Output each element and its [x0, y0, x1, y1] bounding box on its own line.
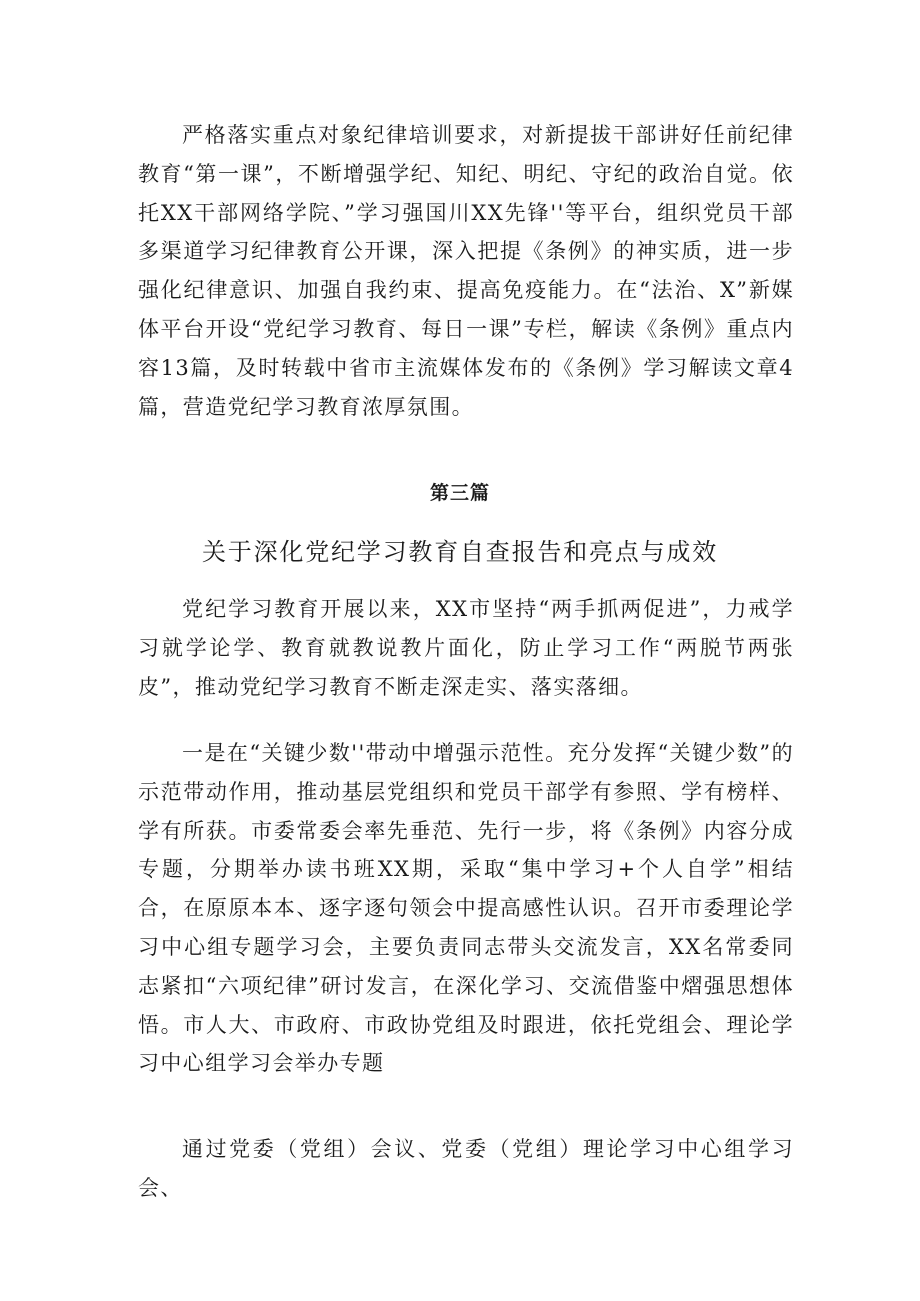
body-paragraph: 通过党委（党组）会议、党委（党组）理论学习中心组学习会、: [138, 1137, 794, 1200]
document-title: 关于深化党纪学习教育自查报告和亮点与成效: [202, 538, 718, 566]
body-paragraph: 一是在“关键少数''带动中增强示范性。充分发挥“关键少数”的示范带动作用，推动基层党组织和党员干部学有参照、学有榜样、学有所获。市委常委会率先垂范、先行一步，将《条例》内容分成专题，分期举办读书班XX期，采取“集中学习+个人自学”相结合，在原原本本、逐字逐句领会中提高感性认识。召开市委理论学习中心组专题学习会，主要负责同志带头交流发言，XX名常委同志紧扣“六项纪律”研讨发言，在深化学习、交流借鉴中熠强思想体悟。市人大、市政府、市政协党组及时跟进，依托党组会、理论学习中心组学习会举办专题: [138, 741, 794, 1076]
body-paragraph: 党纪学习教育开展以来，XX市坚持“两手抓两促进”，力戒学习就学论学、教育就教说教片面化，防止学习工作“两脱节两张皮”，推动党纪学习教育不断走深走实、落实落细。: [138, 597, 794, 699]
part-heading: 第三篇: [429, 482, 490, 504]
body-paragraph: 严格落实重点对象纪律培训要求，对新提拔干部讲好任前纪律教育“第一课”，不断增强学纪、知纪、明纪、守纪的政治自觉。依托XX干部网络学院、”学习强国川XX先锋''等平台，组织党员干部多渠道学习纪律教育公开课，深入把提《条例》的神实质，进一步强化纪律意识、加强自我约束、提高免疫能力。在“法治、X”新媒体平台开设“党纪学习教育、每日一课”专栏，解读《条例》重点内容13篇，及时转载中省市主流媒体发布的《条例》学习解读文章4篇，营造党纪学习教育浓厚氛围。: [138, 123, 794, 419]
